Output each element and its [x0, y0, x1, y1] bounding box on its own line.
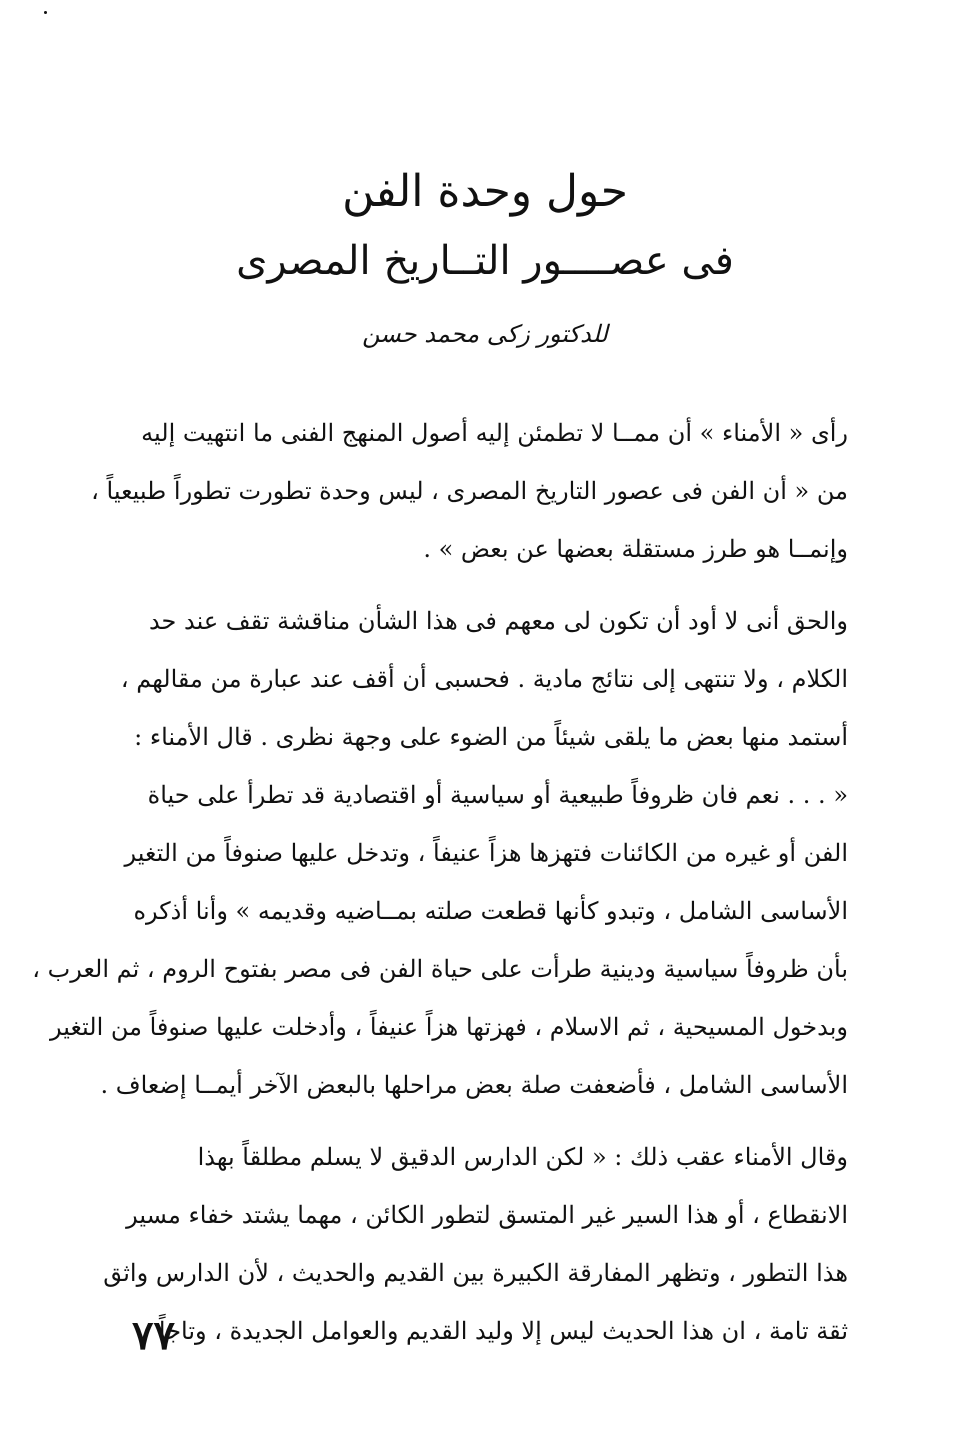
text-line: الأساسى الشامل ، وتبدو كأنها قطعت صلته بمــاضيه وقديمه » وأنا أذكره — [133, 897, 848, 925]
article-title: حول وحدة الفن — [342, 166, 628, 217]
text-line: والحق أنى لا أود أن تكون لى معهم فى هذا الشأن مناقشة تقف عند حد — [148, 607, 848, 635]
scan-dot-mark — [44, 11, 47, 14]
text-line: بأن ظروفاً سياسية ودينية طرأت على حياة الفن فى مصر بفتوح الروم ، ثم العرب ، — [32, 955, 848, 983]
paragraph-1 — [91, 404, 848, 578]
text-line: الكلام ، ولا تنتهى إلى نتائج مادية . فحسبى أن أقف عند عبارة من مقالهم ، — [120, 665, 848, 693]
text-line: « . . . نعم فان ظروفاً طبيعية أو سياسية أو اقتصادية قد تطرأ على حياة — [147, 781, 848, 809]
article-subtitle: فى عصــــور التــاريخ المصرى — [236, 238, 734, 284]
text-line: الفن أو غيره من الكائنات فتهزها هزاً عنيفاً ، وتدخل عليها صنوفاً من التغير — [124, 839, 848, 867]
text-line: من « أن الفن فى عصور التاريخ المصرى ، ليس وحدة تطورت تطوراً طبيعياً ، — [91, 477, 848, 505]
text-line: الانقطاع ، أو هذا السير غير المتسق لتطور الكائن ، مهما يشتد خفاء مسير — [126, 1201, 848, 1229]
page-number: ٧٧ — [132, 1312, 175, 1359]
text-line: رأى « الأمناء » أن ممــا لا تطمئن إليه أصول المنهج الفنى ما انتهيت إليه — [141, 419, 848, 447]
text-line: وبدخول المسيحية ، ثم الاسلام ، فهزتها هزاً عنيفاً ، وأدخلت عليها صنوفاً من التغير — [49, 1013, 848, 1041]
article-author: للدكتور زكى محمد حسن — [362, 320, 608, 348]
text-line: وإنمــا هو طرز مستقلة بعضها عن بعض » . — [423, 535, 848, 563]
article-header — [120, 162, 850, 354]
paragraph-3 — [103, 1128, 848, 1360]
paragraph-2 — [32, 592, 848, 1114]
text-line: هذا التطور ، وتظهر المفارقة الكبيرة بين القديم والحديث ، لأن الدارس واثق — [103, 1259, 848, 1287]
text-line: ثقة تامة ، ان هذا الحديث ليس إلا وليد القديم والعوامل الجديدة ، وتاجاً — [158, 1317, 848, 1345]
text-line: وقال الأمناء عقب ذلك : « لكن الدارس الدقيق لا يسلم مطلقاً بهذا — [197, 1143, 848, 1171]
article-body — [32, 404, 848, 1374]
text-line: الأساسى الشامل ، فأضعفت صلة بعض مراحلها بالبعض الآخر أيمــا إضعاف . — [100, 1071, 848, 1099]
text-line: أستمد منها بعض ما يلقى شيئاً من الضوء على وجهة نظرى . قال الأمناء : — [134, 723, 848, 751]
